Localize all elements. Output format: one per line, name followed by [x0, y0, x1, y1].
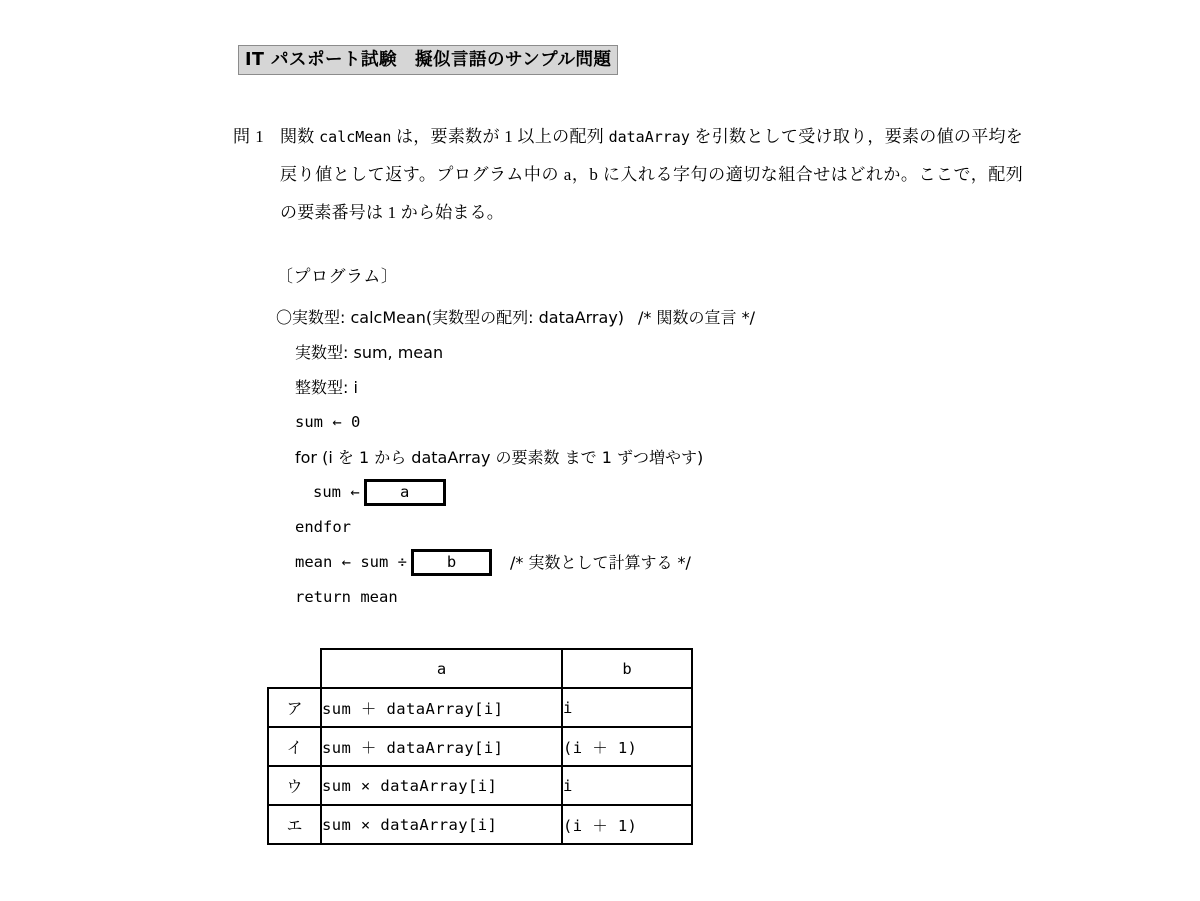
table-corner-blank	[268, 649, 321, 688]
code-line-real-vars	[276, 335, 755, 370]
table-header-b: b	[562, 649, 692, 688]
question-text-part-2: は，要素数が 1 以上の配列	[391, 127, 609, 146]
code-line-4-text: for (i を 1 から dataArray の要素数 まで 1 ずつ増やす)	[295, 448, 704, 467]
code-line-mean-calc	[276, 545, 755, 580]
question-text-part-3: を引数として受け取り，要素の値の平均を戻り値として返す。プログラム中の a，b に入れる字句の適切な組合せはどれか。ここで，配列の要素番号は 1 から始まる。	[280, 127, 1024, 222]
table-header-a: a	[321, 649, 562, 688]
blank-answer-box-b: b	[411, 549, 492, 576]
code-line-5-text: sum ←	[313, 483, 360, 501]
question-text-part-1: 関数	[280, 127, 320, 146]
table-row[interactable]	[268, 688, 692, 727]
code-line-for-loop	[276, 440, 755, 475]
question-number-label: 問 1	[233, 127, 265, 146]
code-line-2-text: 整数型: i	[295, 378, 358, 397]
code-line-7-text: mean ← sum ÷	[295, 553, 407, 571]
choice-1-value-a: sum ＋ dataArray[i]	[321, 727, 562, 766]
question-text	[280, 118, 1023, 232]
code-line-int-var	[276, 370, 755, 405]
code-line-0-text	[276, 300, 624, 335]
question-array-name: dataArray	[608, 128, 690, 146]
choice-2-value-a: sum × dataArray[i]	[321, 766, 562, 805]
program-code-block	[276, 300, 755, 615]
choice-0-value-a: sum ＋ dataArray[i]	[321, 688, 562, 727]
question-function-name: calcMean	[319, 128, 392, 146]
table-header-row	[268, 649, 692, 688]
choice-label-2: ウ	[268, 766, 321, 805]
code-line-3-text: sum ← 0	[295, 413, 361, 431]
code-line-1-text: 実数型: sum, mean	[295, 343, 444, 362]
choice-3-value-a: sum × dataArray[i]	[321, 805, 562, 844]
choice-label-3: エ	[268, 805, 321, 844]
code-line-8-text: return mean	[295, 588, 398, 606]
choice-label-1: イ	[268, 727, 321, 766]
program-section-heading: 〔プログラム〕	[276, 267, 399, 286]
code-line-6-text: endfor	[295, 518, 351, 536]
document-title-banner: IT パスポート試験 擬似言語のサンプル問題	[238, 45, 618, 75]
choice-3-value-b: (i ＋ 1)	[562, 805, 692, 844]
function-declaration-marker: 〇	[276, 308, 293, 327]
table-row[interactable]	[268, 727, 692, 766]
code-line-return	[276, 580, 755, 615]
choice-label-0: ア	[268, 688, 321, 727]
question-block	[233, 118, 1023, 232]
mean-calc-comment: /* 実数として計算する */	[509, 553, 691, 572]
code-line-endfor	[276, 510, 755, 545]
answer-choices-table	[267, 648, 693, 845]
choice-1-value-b: (i ＋ 1)	[562, 727, 692, 766]
function-declaration-code: 実数型: calcMean(実数型の配列: dataArray)	[292, 308, 625, 327]
blank-answer-box-a: a	[364, 479, 446, 506]
code-line-sum-accumulate	[276, 475, 755, 510]
code-line-sum-init	[276, 405, 755, 440]
function-declaration-comment: /* 関数の宣言 */	[638, 308, 755, 327]
code-line-declaration	[276, 300, 755, 335]
choice-0-value-b: i	[562, 688, 692, 727]
choice-2-value-b: i	[562, 766, 692, 805]
table-row[interactable]	[268, 766, 692, 805]
table-row[interactable]	[268, 805, 692, 844]
